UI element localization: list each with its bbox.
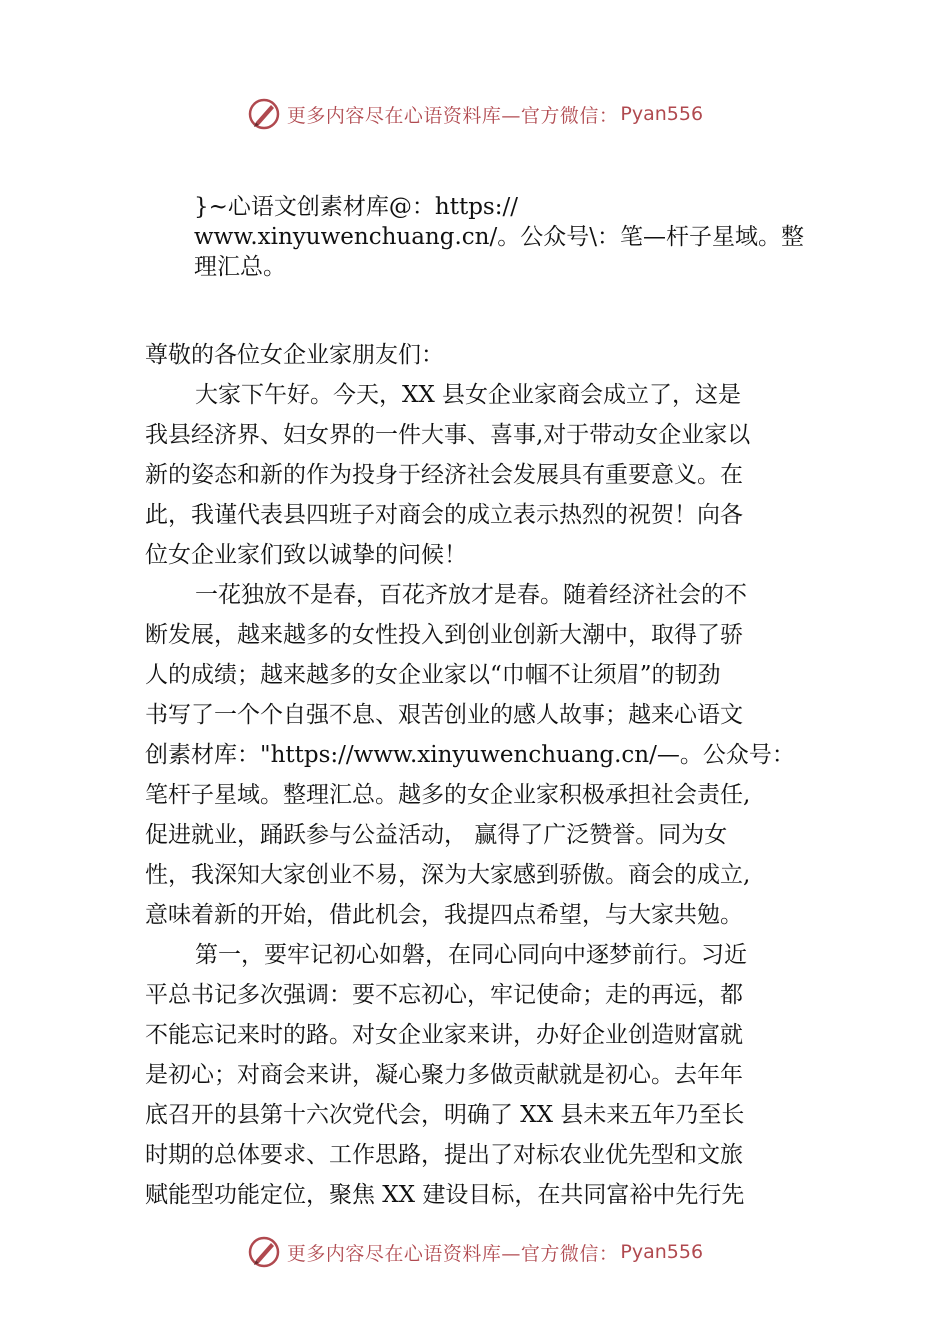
paragraph-line: 意味着新的开始，借此机会，我提四点希望，与大家共勉。 bbox=[145, 902, 743, 928]
paragraph-line: 大家下午好。今天，XX 县女企业家商会成立了，这是 bbox=[195, 382, 742, 408]
paragraph-line: 不能忘记来时的路。对女企业家来讲，办好企业创造财富就 bbox=[145, 1022, 743, 1048]
banner-wechat-id: Pyan556 bbox=[620, 103, 704, 125]
paragraph-line: 促进就业，踊跃参与公益活动， 赢得了广泛赞誉。同为女 bbox=[145, 822, 728, 848]
bottom-banner bbox=[0, 1232, 950, 1272]
paragraph-line: 人的成绩；越来越多的女企业家以“巾帼不让须眉”的韧劲 bbox=[145, 662, 721, 688]
paragraph-line: 断发展，越来越多的女性投入到创业创新大潮中，取得了骄 bbox=[145, 622, 743, 648]
paragraph-line: 我县经济界、妇女界的一件大事、喜事,对于带动女企业家以 bbox=[145, 422, 751, 448]
header-note bbox=[194, 192, 834, 282]
paragraph-line: 赋能型功能定位，聚焦 XX 建设目标，在共同富裕中先行先 bbox=[145, 1182, 745, 1208]
paragraph-line: 是初心；对商会来讲，凝心聚力多做贡献就是初心。去年年 bbox=[145, 1062, 743, 1088]
paragraph-line: 平总书记多次强调：要不忘初心，牢记使命；走的再远，都 bbox=[145, 982, 743, 1008]
paragraph-line: 底召开的县第十六次党代会，明确了 XX 县未来五年乃至长 bbox=[145, 1102, 745, 1128]
paragraph-line: 此，我谨代表县四班子对商会的成立表示热烈的祝贺！向各 bbox=[145, 502, 743, 528]
pen-logo-icon bbox=[247, 97, 281, 131]
paragraph-line: 时期的总体要求、工作思路，提出了对标农业优先型和文旅 bbox=[145, 1142, 743, 1168]
paragraph-line: 笔杆子星域。整理汇总。越多的女企业家积极承担社会责任, bbox=[145, 782, 751, 808]
speech-body bbox=[145, 335, 825, 1215]
banner-text: 更多内容尽在心语资料库—官方微信： bbox=[286, 1242, 619, 1265]
banner-text: 更多内容尽在心语资料库—官方微信： bbox=[286, 104, 619, 127]
pen-logo-icon bbox=[247, 1235, 281, 1269]
paragraph-line: 第一，要牢记初心如磐，在同心同向中逐梦前行。习近 bbox=[195, 942, 747, 968]
banner-wechat-id: Pyan556 bbox=[620, 1241, 704, 1263]
paragraph-line: 位女企业家们致以诚挚的问候！ bbox=[145, 542, 467, 568]
header-note-line: www.xinyuwenchuang.cn/。公众号\：笔—杆子星域。整 bbox=[194, 224, 804, 250]
paragraph-line: 性，我深知大家创业不易，深为大家感到骄傲。商会的成立, bbox=[145, 862, 751, 888]
header-note-line: }~心语文创素材库@：https:// bbox=[194, 194, 518, 220]
paragraph-line: 一花独放不是春，百花齐放才是春。随着经济社会的不 bbox=[195, 582, 747, 608]
paragraph-line: 书写了一个个自强不息、艰苦创业的感人故事；越来心语文 bbox=[145, 702, 743, 728]
salutation: 尊敬的各位女企业家朋友们： bbox=[145, 342, 444, 368]
header-note-line: 理汇总。 bbox=[194, 254, 286, 280]
paragraph-line: 新的姿态和新的作为投身于经济社会发展具有重要意义。在 bbox=[145, 462, 743, 488]
paragraph-line: 创素材库："https://www.xinyuwenchuang.cn/—。公众号： bbox=[145, 742, 795, 768]
top-banner bbox=[0, 94, 950, 134]
